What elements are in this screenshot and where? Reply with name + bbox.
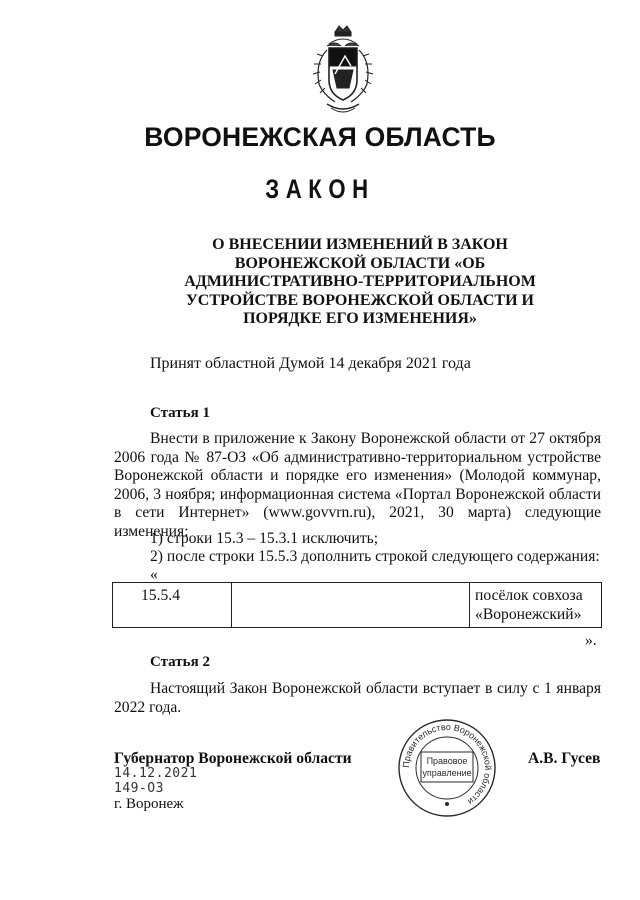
- signatory-position: Губернатор Воронежской области: [114, 750, 352, 767]
- law-title-line: О ВНЕСЕНИИ ИЗМЕНЕНИЙ В ЗАКОН: [212, 236, 508, 253]
- table-cell-empty: [231, 583, 469, 628]
- official-seal-icon: [395, 716, 499, 820]
- seal-inner-line: Правовое: [426, 756, 468, 766]
- settlement-name-line: посёлок совхоза: [475, 587, 583, 604]
- amendment-table: [112, 582, 602, 628]
- law-title-line: УСТРОЙСТВЕ ВОРОНЕЖСКОЙ ОБЛАСТИ И: [186, 291, 534, 309]
- region-heading: ВОРОНЕЖСКАЯ ОБЛАСТЬ: [144, 122, 496, 152]
- seal-inner-line: управление: [422, 768, 472, 778]
- table-cell-settlement: [470, 583, 602, 628]
- article-1-text-block: [114, 430, 601, 541]
- article-1-text: Внести в приложение к Закону Воронежской области от 27 октября 2006 года № 87-ОЗ «Об административно-территориальном устройстве Воронежской области и порядке его изменения» (Молодой коммунар, 2006, 3 ноября; информационная система «Портал Воронежской области в сети Интернет» (www.govvrn.ru), 2021, 30 марта) следующие изменения:: [114, 430, 601, 540]
- signing-city: г. Воронеж: [114, 796, 184, 812]
- article-1-heading: Статья 1: [150, 405, 210, 421]
- article-2-text-block: [114, 680, 601, 717]
- adoption-note: Принят областной Думой 14 декабря 2021 года: [150, 355, 471, 372]
- amendment-item-1: 1) строки 15.3 – 15.3.1 исключить;: [150, 530, 379, 547]
- signatory-name: А.В. Гусев: [528, 750, 601, 767]
- coat-of-arms-icon: [305, 22, 381, 118]
- article-2-text: Настоящий Закон Воронежской области вступает в силу с 1 января 2022 года.: [114, 680, 601, 716]
- law-title-line: ВОРОНЕЖСКОЙ ОБЛАСТИ «ОБ: [234, 254, 486, 272]
- law-title: [150, 236, 570, 329]
- document-type-heading: ЗАКОН: [265, 174, 375, 204]
- table-cell-code: 15.5.4: [113, 583, 232, 628]
- article-2-heading: Статья 2: [150, 654, 210, 670]
- settlement-name-line: «Воронежский»: [475, 606, 582, 623]
- opening-quote: «: [150, 566, 158, 583]
- closing-quote: ».: [585, 632, 597, 649]
- law-title-line: ПОРЯДКЕ ЕГО ИЗМЕНЕНИЯ»: [243, 310, 477, 327]
- amendment-item-2: 2) после строки 15.5.3 дополнить строкой следующего содержания:: [150, 548, 600, 565]
- law-title-line: АДМИНИСТРАТИВНО-ТЕРРИТОРИАЛЬНОМ: [184, 273, 536, 290]
- signing-date: 14.12.2021: [114, 766, 198, 781]
- table-row: [113, 583, 602, 628]
- seal-ring-text: Правительство Воронежской области: [400, 721, 494, 807]
- law-number: 149-ОЗ: [114, 781, 164, 796]
